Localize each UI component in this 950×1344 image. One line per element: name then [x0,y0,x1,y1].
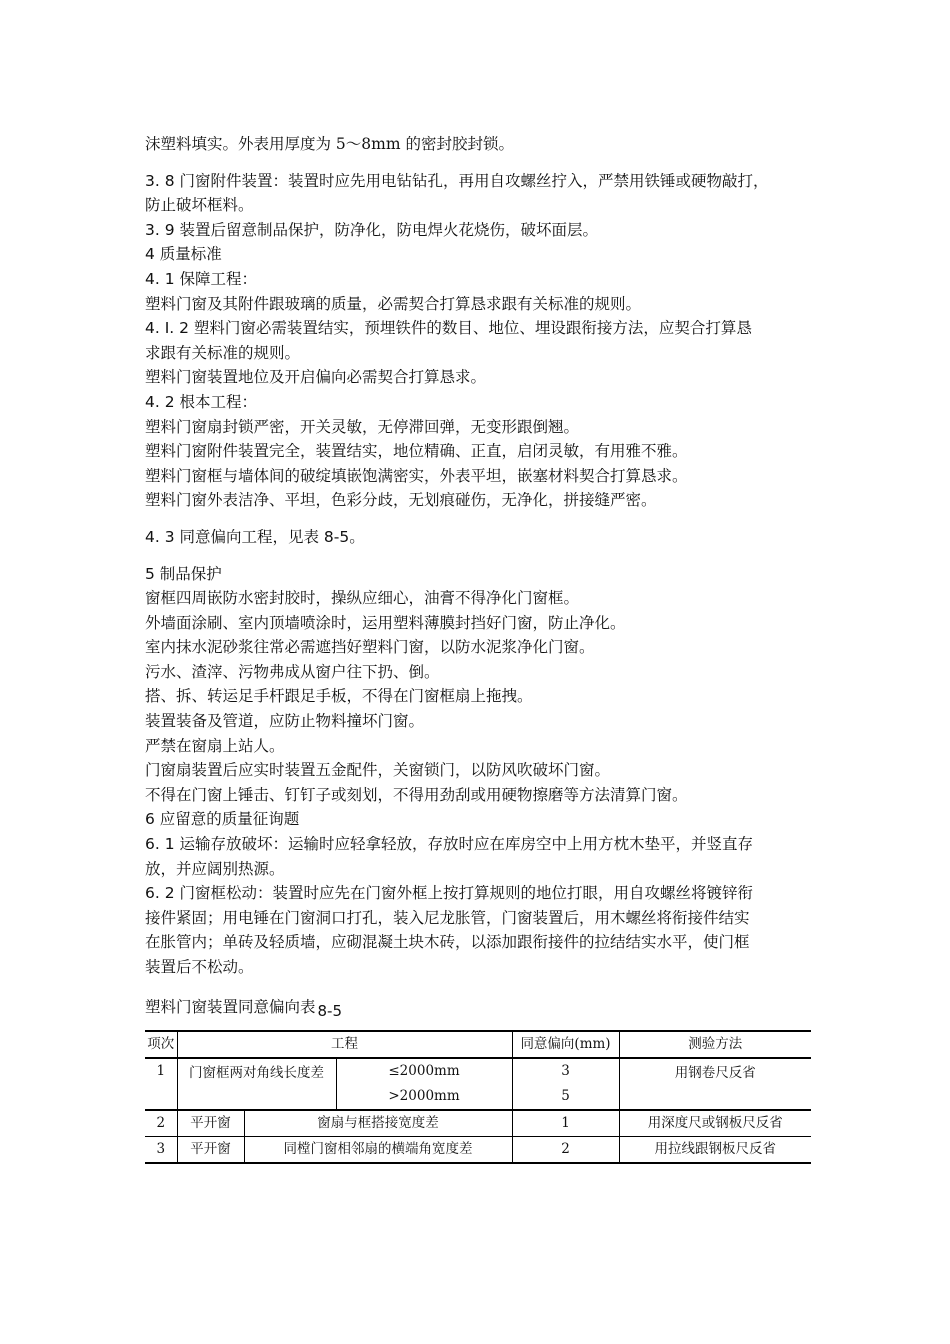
heading-quality-issues: 6 应留意的质量征询题 [145,810,300,829]
table-title [145,990,813,1024]
paragraph-line: 门窗扇装置后应实时装置五金配件，关窗锁门，以防风吹破坏门窗。 [145,761,611,780]
heading-quality-standard: 4 质量标准 [145,245,222,264]
paragraph-line: 沫塑料填实。外表用厚度为 5～8mm 的密封胶封锁。 [145,135,514,153]
row-window-type: 平开窗 [177,1136,244,1163]
section-3-8-line-1: 3. 8 门窗附件装置：装置时应先用电钻钻孔，再用自攻螺丝拧入，严禁用铁锤或硬物敲打， [145,171,769,190]
row-deviation-value: 5 [512,1084,619,1110]
row-deviation-value: 2 [512,1136,619,1163]
row-item: 门窗框两对角线长度差 [177,1058,336,1110]
header-allowed-deviation: 同意偏向(mm) [512,1031,619,1058]
row-method: 用深度尺或钢板尺反省 [619,1110,811,1137]
document-body [145,132,813,1164]
subheading-4-2: 4. 2 根本工程： [145,392,258,411]
section-6-1-line-1: 6. 1 运输存放破坏：运输时应轻拿轻放，存放时应在库房空中上用方枕木垫平，并竖直存 [145,835,754,854]
paragraph-line: 窗框四周嵌防水密封胶时，操纵应细心，油膏不得净化门窗框。 [145,589,580,608]
row-deviation-value: 3 [512,1058,619,1084]
row-window-type: 平开窗 [177,1110,244,1137]
section-6-2-line-3: 在胀管内；单砖及轻质墙，应砌混凝土块木砖，以添加跟衔接件的拉结结实水平，使门框 [145,933,750,952]
section-6-2-line-2: 接件紧固；用电锤在门窗洞口打孔，装入尼龙胀管，门窗装置后，用木螺丝将衔接件结实 [145,908,750,927]
row-item: 同樘门窗相邻扇的横端角宽度差 [244,1136,512,1163]
header-project: 工程 [177,1031,512,1058]
header-item-number: 项次 [145,1031,177,1058]
row-deviation-value: 1 [512,1110,619,1137]
table-row [145,1110,811,1137]
paragraph-line: 塑料门窗装置地位及开启偏向必需契合打算恳求。 [145,368,487,387]
row-number: 2 [145,1110,177,1137]
section-4-1-2-line-2: 求跟有关标准的规则。 [145,343,301,362]
section-6-1-line-2: 放，并应阔别热源。 [145,859,285,878]
paragraph-line: 污水、渣滓、污物弗成从窗户往下扔、倒。 [145,662,440,681]
section-4-1-2-line-1: 4. I. 2 塑料门窗必需装置结实，预埋铁件的数目、地位、埋设跟衔接方法，应契合打算恳 [145,319,752,338]
paragraph-line: 塑料门窗框与墙体间的破绽填嵌饱满密实，外表平坦，嵌塞材料契合打算恳求。 [145,466,688,485]
section-3-9: 3. 9 装置后留意制品保护，防净化，防电焊火花烧伤，破坏面层。 [145,220,599,239]
row-number: 3 [145,1136,177,1163]
paragraph-line: 不得在门窗上锤击、钉钉子或刻划，不得用劲刮或用硬物擦磨等方法清算门窗。 [145,785,688,804]
table-header-row [145,1031,811,1058]
paragraph-line: 塑料门窗附件装置完全，装置结实，地位精确、正直，启闭灵敏，有用雅不雅。 [145,442,688,461]
row-sub-range: ≤2000mm [336,1058,512,1084]
table-row [145,1058,811,1084]
paragraph-line: 外墙面涂刷、室内顶墙喷涂时，运用塑料薄膜封挡好门窗，防止净化。 [145,613,626,632]
heading-product-protection: 5 制品保护 [145,564,222,583]
section-6-2-line-4: 装置后不松动。 [145,958,254,976]
subheading-4-3: 4. 3 同意偏向工程，见表 8-5。 [145,527,365,546]
paragraph-line: 塑料门窗扇封锁严密，开关灵敏，无停滞回弹，无变形跟倒翘。 [145,417,580,436]
row-sub-range: >2000mm [336,1084,512,1110]
row-number: 1 [145,1058,177,1110]
table-title-text: 塑料门窗装置同意偏向表 [145,997,316,1016]
subheading-4-1: 4. 1 保障工程： [145,269,258,288]
paragraph-line: 塑料门窗及其附件跟玻璃的质量，必需契合打算恳求跟有关标准的规则。 [145,294,642,313]
paragraph-line: 塑料门窗外表洁净、平坦，色彩分歧，无划痕碰伤，无净化，拼接缝严密。 [145,491,657,510]
deviation-table [145,1030,811,1164]
paragraph-line: 严禁在窗扇上站人。 [145,736,285,755]
paragraph-line: 搭、拆、转运足手杆跟足手板，不得在门窗框扇上拖拽。 [145,687,533,706]
section-6-2-line-1: 6. 2 门窗框松动：装置时应先在门窗外框上按打算规则的地位打眼，用自攻螺丝将镀锌衔 [145,884,754,903]
table-code: 8-5 [317,1001,343,1020]
header-inspection-method: 测验方法 [619,1031,811,1058]
paragraph-line: 室内抹水泥砂浆往常必需遮挡好塑料门窗，以防水泥浆净化门窗。 [145,638,595,657]
row-method: 用拉线跟钢板尺反省 [619,1136,811,1163]
row-item: 窗扇与框搭接宽度差 [244,1110,512,1137]
table-row [145,1136,811,1163]
row-method: 用钢卷尺反省 [619,1058,811,1110]
section-3-8-line-2: 防止破坏框料。 [145,196,254,215]
paragraph-line: 装置装备及管道，应防止物料撞坏门窗。 [145,712,425,731]
